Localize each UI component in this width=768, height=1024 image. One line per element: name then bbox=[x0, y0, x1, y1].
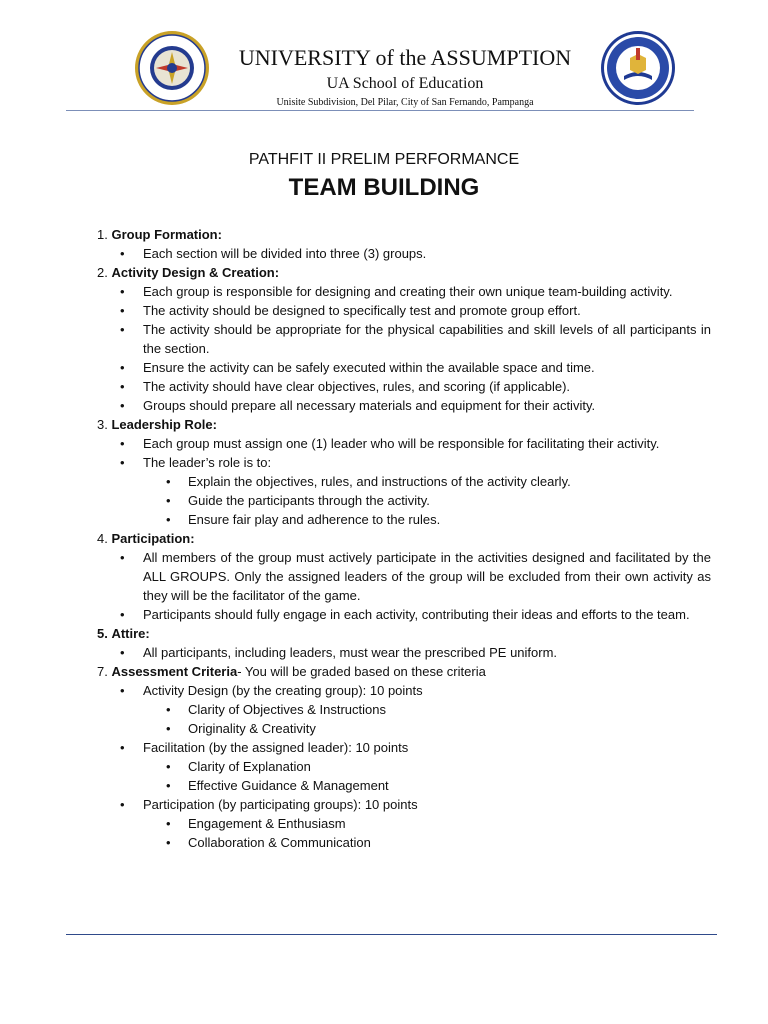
section-heading: 5. Attire: bbox=[97, 626, 150, 641]
section-heading: 2. Activity Design & Creation: bbox=[97, 265, 280, 280]
list-item: • All members of the group must actively participate in the activities designed and facilitated by the ALL GROUPS. Only the assigned leaders of the group will be excluded from their own activity as they will be the facilitator of the game. bbox=[97, 548, 711, 605]
sub-list-item: • Ensure fair play and adherence to the rules. bbox=[97, 510, 711, 529]
list-item: • Each group must assign one (1) leader who will be responsible for facilitating their activity. bbox=[97, 434, 711, 453]
bullet-list bbox=[97, 244, 711, 263]
letterhead bbox=[200, 44, 610, 109]
list-item: • The activity should be designed to specifically test and promote group effort. bbox=[97, 301, 711, 320]
bullet-list bbox=[97, 282, 711, 415]
list-item: • All participants, including leaders, must wear the prescribed PE uniform. bbox=[97, 643, 711, 662]
list-item: • The leader’s role is to: bbox=[97, 453, 711, 472]
criteria-item: • Participation (by participating groups): 10 points bbox=[97, 795, 711, 814]
list-item: • The activity should have clear objectives, rules, and scoring (if applicable). bbox=[97, 377, 711, 396]
list-item: • Participants should fully engage in each activity, contributing their ideas and efforts to the team. bbox=[97, 605, 711, 624]
list-item: • Groups should prepare all necessary materials and equipment for their activity. bbox=[97, 396, 711, 415]
section-heading: 4. Participation: bbox=[97, 531, 195, 546]
bullet-list bbox=[97, 643, 711, 662]
school-address: Unisite Subdivision, Del Pilar, City of San Fernando, Pampanga bbox=[276, 97, 534, 108]
sub-list-item: • Explain the objectives, rules, and instructions of the activity clearly. bbox=[97, 472, 711, 491]
document-title: TEAM BUILDING bbox=[288, 174, 480, 201]
bullet-list bbox=[97, 548, 711, 624]
header-divider bbox=[66, 110, 694, 111]
criteria-sub-item: • Engagement & Enthusiasm bbox=[97, 814, 711, 833]
list-item: • Ensure the activity can be safely executed within the available space and time. bbox=[97, 358, 711, 377]
bullet-list bbox=[97, 434, 711, 529]
school-name: UA School of Education bbox=[326, 75, 484, 92]
criteria-sub-item: • Clarity of Objectives & Instructions bbox=[97, 700, 711, 719]
university-name: UNIVERSITY of the ASSUMPTION bbox=[238, 45, 572, 70]
criteria-item: • Facilitation (by the assigned leader): 10 points bbox=[97, 738, 711, 757]
criteria-sub-item: • Originality & Creativity bbox=[97, 719, 711, 738]
list-item: • Each section will be divided into three (3) groups. bbox=[97, 244, 711, 263]
document-subtitle: PATHFIT II PRELIM PERFORMANCE bbox=[248, 151, 520, 168]
university-seal-logo bbox=[134, 30, 210, 106]
criteria-list bbox=[97, 681, 711, 852]
footer-divider bbox=[66, 934, 717, 935]
document-body bbox=[97, 225, 711, 852]
criteria-sub-item: • Collaboration & Communication bbox=[97, 833, 711, 852]
section-heading: 1. Group Formation: bbox=[97, 227, 222, 242]
school-of-education-seal-logo bbox=[600, 30, 676, 106]
section-heading: 3. Leadership Role: bbox=[97, 417, 217, 432]
list-item: • The activity should be appropriate for the physical capabilities and skill levels of all participants in the section. bbox=[97, 320, 711, 358]
section-heading: 7. Assessment Criteria- You will be graded based on these criteria bbox=[97, 664, 486, 679]
criteria-item: • Activity Design (by the creating group): 10 points bbox=[97, 681, 711, 700]
criteria-sub-item: • Clarity of Explanation bbox=[97, 757, 711, 776]
sub-list-item: • Guide the participants through the activity. bbox=[97, 491, 711, 510]
criteria-sub-item: • Effective Guidance & Management bbox=[97, 776, 711, 795]
list-item: • Each group is responsible for designing and creating their own unique team-building activity. bbox=[97, 282, 711, 301]
